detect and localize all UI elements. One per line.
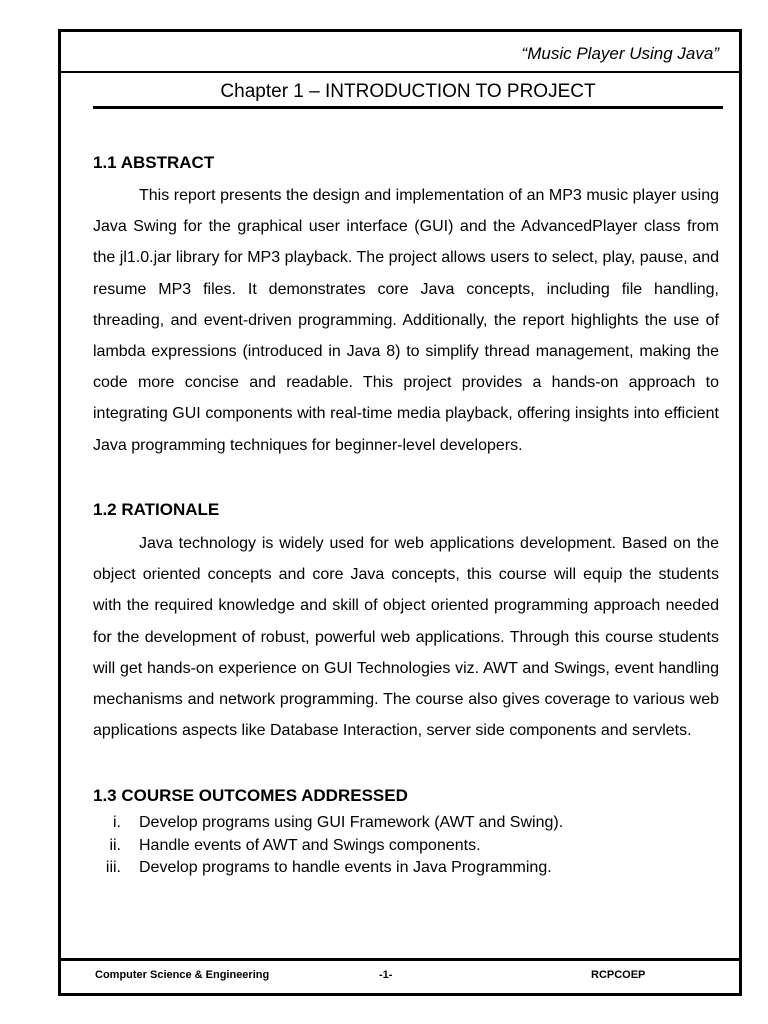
outcomes-heading: 1.3 COURSE OUTCOMES ADDRESSED bbox=[93, 786, 408, 805]
header-rule bbox=[61, 71, 739, 73]
footer-institute: RCPCOEP bbox=[591, 969, 646, 981]
chapter-title-rule bbox=[93, 106, 723, 109]
page-frame bbox=[58, 29, 742, 996]
list-item bbox=[93, 812, 713, 835]
footer-rule bbox=[61, 958, 739, 961]
list-item bbox=[93, 857, 713, 880]
rationale-heading: 1.2 RATIONALE bbox=[93, 500, 220, 519]
abstract-paragraph bbox=[93, 180, 719, 461]
chapter-title: Chapter 1 – INTRODUCTION TO PROJECT bbox=[220, 81, 596, 102]
outcomes-list bbox=[93, 812, 713, 880]
abstract-text: This report presents the design and implementation of an MP3 music player using Java Swing for the graphical user interface (GUI) and the AdvancedPlayer class from the jl1.0.jar library for MP3 playback. The project allows users to select, play, pause, and resume MP3 files. It demonstrates core Java concepts, including file handling, threading, and event-driven programming. Additionally, the report highlights the use of lambda expressions (introduced in Java 8) to simplify thread management, making the code more concise and readable. This project provides a hands-on approach to integrating GUI components with real-time media playback, offering insights into efficient Java programming techniques for beginner-level developers. bbox=[93, 187, 719, 454]
footer-department: Computer Science & Engineering bbox=[95, 969, 270, 981]
list-item-number: iii. bbox=[105, 859, 121, 876]
list-item-number: ii. bbox=[109, 836, 121, 854]
abstract-heading: 1.1 ABSTRACT bbox=[93, 153, 215, 172]
rationale-text: Java technology is widely used for web applications development. Based on the object oriented concepts and core Java concepts, this course will equip the students with the required knowledge and skill of object oriented programming approach needed for the development of robust, powerful web applications. Through this course students will get hands-on experience on GUI Technologies viz. AWT and Swings, event handling mechanisms and network programming. The course also gives coverage to various web applications aspects like Database Interaction, server side components and servlets. bbox=[93, 535, 719, 740]
list-item bbox=[93, 835, 713, 858]
list-item-number: i. bbox=[113, 814, 121, 831]
list-item-text: Develop programs to handle events in Java Programming. bbox=[139, 859, 552, 876]
rationale-paragraph bbox=[93, 528, 719, 746]
footer-page-number: -1- bbox=[379, 969, 393, 981]
list-item-text: Develop programs using GUI Framework (AWT and Swing). bbox=[139, 814, 564, 831]
running-header: “Music Player Using Java” bbox=[521, 44, 719, 63]
list-item-text: Handle events of AWT and Swings components. bbox=[139, 836, 481, 854]
